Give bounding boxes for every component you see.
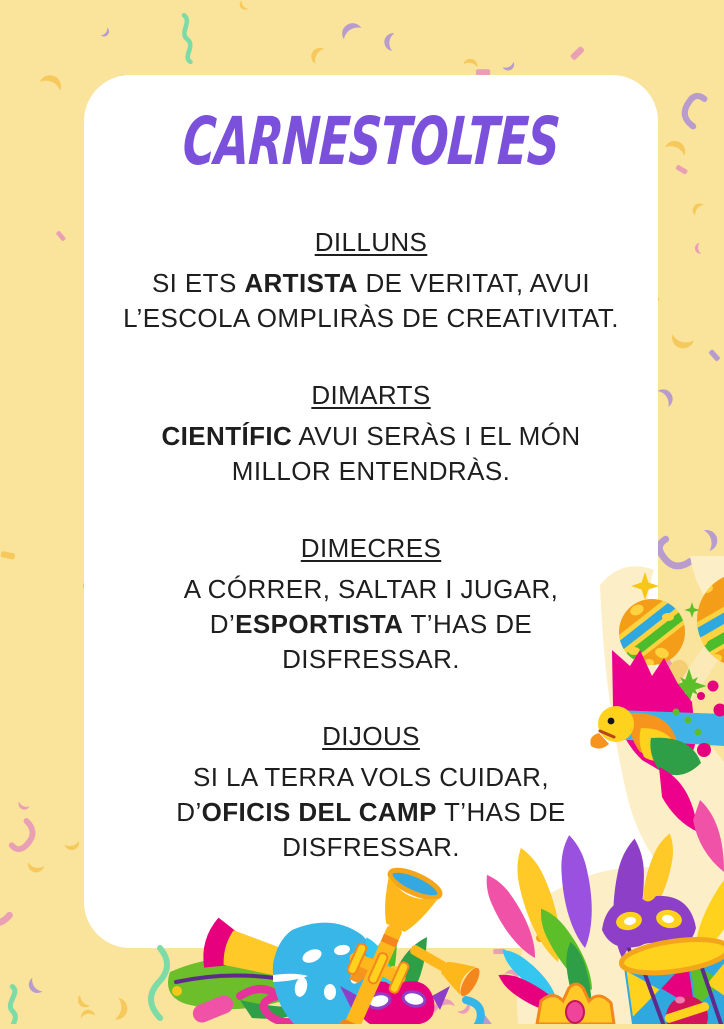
day-line: D’OFICIS DEL CAMP T’HAS DE (104, 795, 638, 830)
day-line: L’ESCOLA OMPLIRÀS DE CREATIVITAT. (104, 301, 638, 336)
day-line: D’ESPORTISTA T’HAS DE (104, 607, 638, 642)
day-section-dijous (104, 719, 638, 865)
day-line: DISFRESSAR. (104, 642, 638, 677)
day-heading: DIMARTS (104, 378, 638, 413)
day-section-dimecres (104, 531, 638, 677)
poster-card (84, 75, 658, 948)
page-title: CARNESTOLTES (139, 101, 603, 186)
day-line: A CÓRRER, SALTAR I JUGAR, (104, 572, 638, 607)
day-heading: DIJOUS (104, 719, 638, 754)
day-heading: DIMECRES (104, 531, 638, 566)
schedule (84, 225, 658, 865)
day-section-dilluns (104, 225, 638, 336)
day-line: MILLOR ENTENDRÀS. (104, 454, 638, 489)
day-heading: DILLUNS (104, 225, 638, 260)
day-section-dimarts (104, 378, 638, 489)
day-line: SI ETS ARTISTA DE VERITAT, AVUI (104, 266, 638, 301)
day-line: DISFRESSAR. (104, 830, 638, 865)
day-line: CIENTÍFIC AVUI SERÀS I EL MÓN (104, 419, 638, 454)
day-line: SI LA TERRA VOLS CUIDAR, (104, 760, 638, 795)
